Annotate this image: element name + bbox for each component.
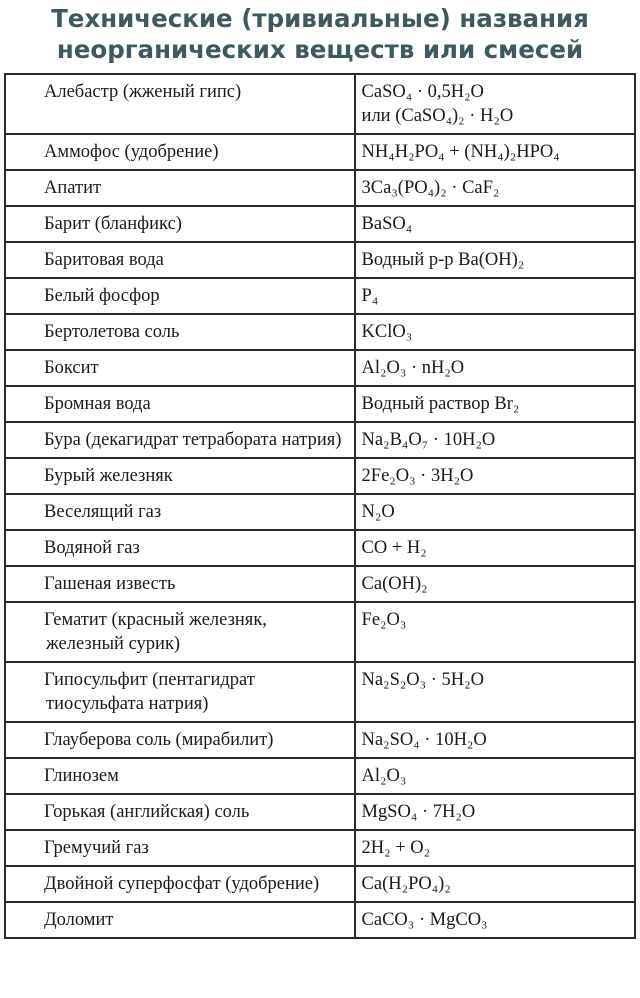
row-number [12,608,44,632]
table-row [5,662,635,722]
chemical-formula: MgSO₄ · 7H₂O [361,802,476,822]
chemical-formula: P₄ [361,286,379,306]
formula-cell [355,206,635,242]
substance-name-wrap [12,464,348,488]
formula-cell [355,242,635,278]
table-row [5,170,635,206]
substance-name-wrap [12,728,348,752]
substance-name-cell [5,530,355,566]
substance-name: Глауберова соль (мирабилит) [44,730,274,750]
table-row [5,386,635,422]
row-number [12,176,44,200]
substance-name-wrap [12,356,348,380]
row-number [12,464,44,488]
substance-name-cell [5,422,355,458]
substance-name: Гипосульфит (пентагидрат тиосульфата натрия) [44,670,255,714]
formula-cell [355,422,635,458]
row-number [12,248,44,272]
formula-cell [355,830,635,866]
table-row [5,794,635,830]
table-row [5,242,635,278]
formula-cell [355,74,635,134]
substance-name-wrap [12,248,348,272]
table-row [5,902,635,938]
substance-name: Гашеная известь [44,574,176,594]
chemical-formula: CO + H₂ [361,538,427,558]
chemical-formula: 2H₂ + O₂ [361,838,431,858]
formula-cell [355,758,635,794]
substance-name-wrap [12,668,348,716]
substance-name-cell [5,566,355,602]
table-row [5,830,635,866]
substance-name-cell [5,866,355,902]
formula-cell [355,662,635,722]
substance-name: Бура (декагидрат тетрабората натрия) [44,430,342,450]
chemical-formula: 2Fe₂O₃ · 3H₂O [361,466,474,486]
table-row [5,602,635,662]
formula-cell [355,314,635,350]
table-row [5,494,635,530]
substance-name: Глинозем [44,766,119,786]
row-number [12,668,44,692]
substance-name-cell [5,170,355,206]
chemical-formula: KClO₃ [361,322,413,342]
substance-name: Горькая (английская) соль [44,802,250,822]
row-number [12,800,44,824]
substance-name: Барит (бланфикс) [44,214,182,234]
table-row [5,566,635,602]
chemical-formula: Fe₂O₃ [361,610,407,630]
substance-name-cell [5,458,355,494]
substance-name-wrap [12,176,348,200]
substance-name: Боксит [44,358,99,378]
substance-name-wrap [12,392,348,416]
table-row [5,866,635,902]
substance-name: Белый фосфор [44,286,160,306]
table-row [5,458,635,494]
row-number [12,764,44,788]
formula-cell [355,866,635,902]
substance-name-wrap [12,908,348,932]
chemical-formula: CaSO₄ · 0,5H₂O или (CaSO₄)₂ · H₂O [361,82,514,126]
substances-table-body [5,74,635,938]
substance-name: Алебастр (жженый гипс) [44,82,242,102]
table-row [5,758,635,794]
table-row [5,206,635,242]
substance-name: Баритовая вода [44,250,164,270]
substance-name: Бромная вода [44,394,151,414]
chemical-formula: Водный р-р Ba(OH)₂ [361,250,525,270]
substance-name-wrap [12,608,348,656]
row-number [12,500,44,524]
title-line-1: Технические (тривиальные) названия [51,4,589,33]
formula-cell [355,602,635,662]
substance-name-cell [5,758,355,794]
formula-cell [355,794,635,830]
row-number [12,728,44,752]
substance-name-cell [5,314,355,350]
chemical-formula: 3Ca₃(PO₄)₂ · CaF₂ [361,178,500,198]
chemical-formula: Ca(OH)₂ [361,574,428,594]
substance-name: Двойной суперфосфат (удобрение) [44,874,320,894]
formula-cell [355,350,635,386]
chemical-formula: Al₂O₃ [361,766,407,786]
formula-cell [355,170,635,206]
chemical-formula: BaSO₄ [361,214,413,234]
chemical-formula: N₂O [361,502,395,522]
substance-name-cell [5,602,355,662]
substance-name-wrap [12,836,348,860]
substance-name-wrap [12,572,348,596]
page-title [0,0,640,70]
row-number [12,572,44,596]
substance-name-cell [5,830,355,866]
substance-name-cell [5,134,355,170]
row-number [12,392,44,416]
formula-cell [355,386,635,422]
substance-name-cell [5,278,355,314]
table-row [5,350,635,386]
row-number [12,428,44,452]
substance-name-wrap [12,428,348,452]
row-number [12,320,44,344]
row-number [12,284,44,308]
row-number [12,872,44,896]
formula-cell [355,278,635,314]
table-row [5,74,635,134]
substance-name: Бертолетова соль [44,322,180,342]
substance-name-wrap [12,212,348,236]
title-line-2: неорганических веществ или смесей [56,35,584,64]
formula-cell [355,530,635,566]
substance-name-cell [5,662,355,722]
formula-cell [355,902,635,938]
substance-name-wrap [12,320,348,344]
substance-name: Аммофос (удобрение) [44,142,219,162]
chemical-formula: Na₂B₄O₇ · 10H₂O [361,430,496,450]
table-row [5,422,635,458]
chemical-formula: Ca(H₂PO₄)₂ [361,874,451,894]
chemical-formula: Водный раствор Br₂ [361,394,520,414]
substance-name-wrap [12,872,348,896]
substance-name-wrap [12,800,348,824]
substance-name-wrap [12,80,348,104]
substance-name-wrap [12,284,348,308]
formula-cell [355,722,635,758]
formula-cell [355,494,635,530]
chemical-formula: CaCO₃ · MgCO₃ [361,910,488,930]
substance-name: Водяной газ [44,538,140,558]
substance-name: Апатит [44,178,102,198]
row-number [12,140,44,164]
chemical-formula: Na₂S₂O₃ · 5H₂O [361,670,484,690]
table-row [5,314,635,350]
table-row [5,530,635,566]
substance-name-cell [5,74,355,134]
substances-table [4,73,636,939]
substance-name: Гематит (красный железняк, железный сурик) [44,610,267,654]
substance-name: Доломит [44,910,114,930]
substance-name-cell [5,386,355,422]
substance-name-cell [5,902,355,938]
formula-cell [355,566,635,602]
substance-name-cell [5,350,355,386]
row-number [12,836,44,860]
table-row [5,278,635,314]
chemical-formula: NH₄H₂PO₄ + (NH₄)₂HPO₄ [361,142,560,162]
substance-name: Веселящий газ [44,502,162,522]
substance-name-cell [5,494,355,530]
substance-name-cell [5,242,355,278]
formula-cell [355,458,635,494]
substance-name: Гремучий газ [44,838,149,858]
substance-name-wrap [12,140,348,164]
substance-name-cell [5,794,355,830]
substance-name-wrap [12,764,348,788]
substance-name-wrap [12,500,348,524]
table-row [5,134,635,170]
substance-name-cell [5,206,355,242]
substance-name-wrap [12,536,348,560]
chemical-formula: Na₂SO₄ · 10H₂O [361,730,487,750]
formula-cell [355,134,635,170]
row-number [12,212,44,236]
row-number [12,536,44,560]
row-number [12,908,44,932]
substance-name-cell [5,722,355,758]
row-number [12,356,44,380]
substance-name: Бурый железняк [44,466,173,486]
chemical-formula: Al₂O₃ · nH₂O [361,358,465,378]
table-row [5,722,635,758]
row-number [12,80,44,104]
